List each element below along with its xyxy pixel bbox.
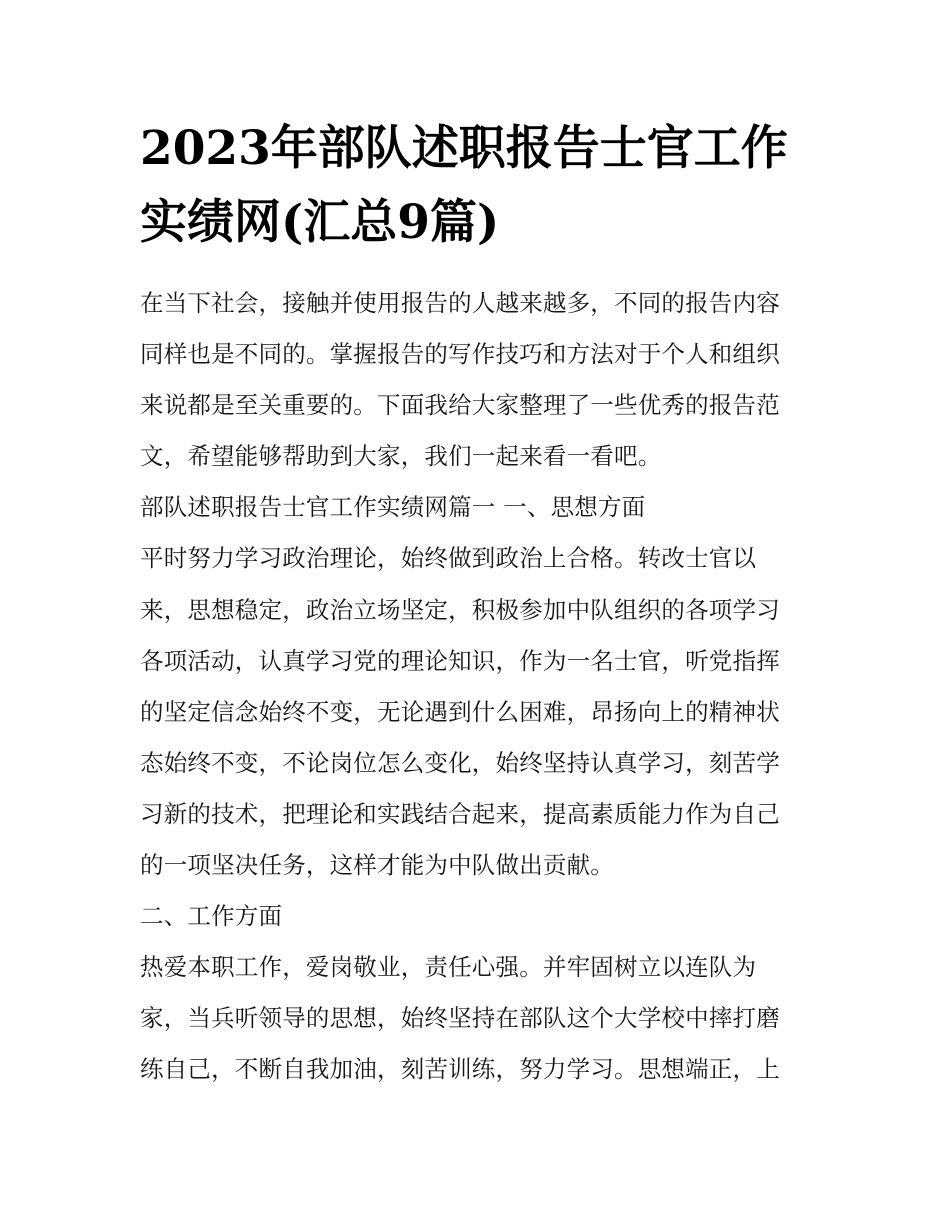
- intro-line: 在当下社会，接触并使用报告的人越来越多，不同的报告内容: [140, 289, 780, 317]
- section-heading: 二、工作方面: [140, 902, 283, 931]
- paragraph-line: 习新的技术，把理论和实践结合起来，提高素质能力作为自己: [140, 799, 780, 828]
- paragraph-line: 练自己，不断自我加油，刻苦训练，努力学习。思想端正，上: [140, 1055, 780, 1084]
- paragraph-line: 态始终不变，不论岗位怎么变化，始终坚持认真学习，刻苦学: [140, 748, 780, 777]
- intro-line: 同样也是不同的。掌握报告的写作技巧和方法对于个人和组织: [140, 340, 780, 369]
- section-heading: 部队述职报告士官工作实绩网篇一 一、思想方面: [140, 493, 646, 522]
- paragraph-line: 来，思想稳定，政治立场坚定，积极参加中队组织的各项学习: [140, 595, 780, 624]
- paragraph-line: 各项活动，认真学习党的理论知识，作为一名士官，听党指挥: [140, 646, 780, 675]
- document-body: [140, 278, 820, 1096]
- paragraph-line: 的坚定信念始终不变，无论遇到什么困难，昂扬向上的精神状: [140, 697, 780, 726]
- paragraph-line: 热爱本职工作，爱岗敬业，责任心强。并牢固树立以连队为: [140, 953, 757, 982]
- title-line: 实绩网(汇总9篇): [140, 195, 500, 250]
- intro-line: 来说都是至关重要的。下面我给大家整理了一些优秀的报告范: [140, 391, 780, 420]
- paragraph-line: 平时努力学习政治理论，始终做到政治上合格。转改士官以: [140, 544, 757, 573]
- document-title: [140, 112, 830, 260]
- paragraph-line: 的一项坚决任务，这样才能为中队做出贡献。: [140, 851, 614, 880]
- paragraph-line: 家，当兵听领导的思想，始终坚持在部队这个大学校中摔打磨: [140, 1004, 780, 1033]
- intro-line: 文，希望能够帮助到大家，我们一起来看一看吧。: [140, 442, 662, 471]
- title-line: 2023年部队述职报告士官工作: [140, 121, 788, 176]
